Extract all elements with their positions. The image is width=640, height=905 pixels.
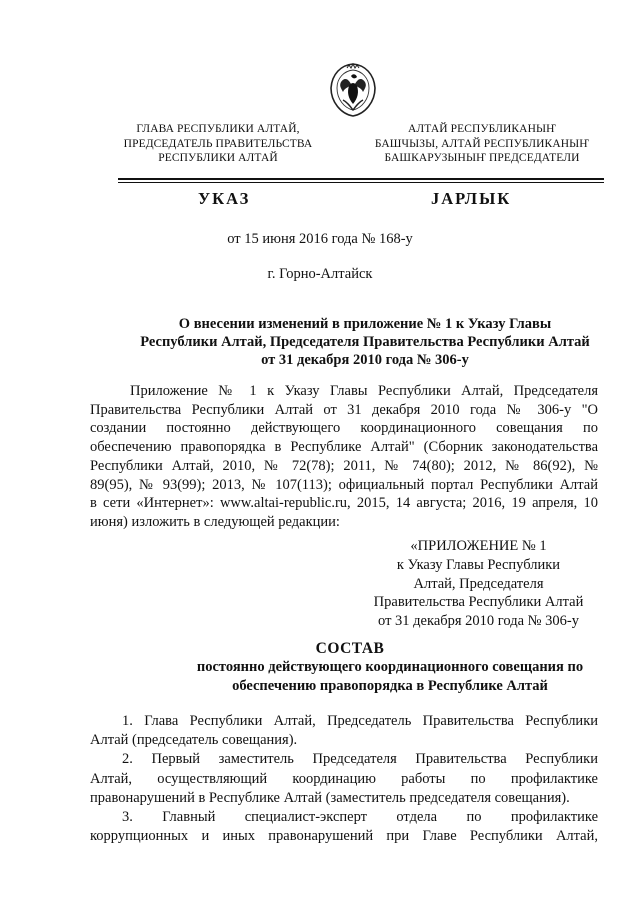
appendix-line: к Указу Главы Республики <box>396 556 561 573</box>
header-right-block <box>360 122 604 166</box>
body-line: июня) изложить в следующей редакции: <box>90 513 340 530</box>
appendix-line: от 31 декабря 2010 года № 306-у <box>378 613 579 630</box>
body-line: Правительства Республики Алтай от 31 декабря 2010 года № 306-у "О <box>90 401 598 418</box>
sostav-subheading-line: постоянно действующего координационного совещания по <box>196 659 584 675</box>
body-line: в сети «Интернет»: www.altai-republic.ru, 2015, 14 августа; 2016, 19 апреля, 10 <box>90 495 598 512</box>
body-line: обеспечению правопорядка в Республике Алтай" (Сборник законодательства <box>90 439 598 456</box>
sostav-subheading-line: обеспечению правопорядка в Республике Алтай <box>232 678 548 694</box>
list-item-line: Алтай (председатель совещания). <box>90 732 298 749</box>
appendix-line: Правительства Республики Алтай <box>373 594 584 611</box>
list-item-line: коррупционных и иных правонарушений при Главе Республики Алтай, <box>90 828 598 845</box>
body-line: Республики Алтай, 2010, № 72(78); 2011, № 74(80); 2012, № 86(92), № <box>90 457 598 474</box>
body-line: Приложение № 1 к Указу Главы Республики Алтай, Председателя <box>130 383 598 399</box>
body-paragraph <box>90 382 598 532</box>
coat-of-arms-icon <box>327 62 379 118</box>
decree-title-alt: JАРЛЫК <box>431 189 512 208</box>
title-line: О внесении изменений в приложение № 1 к Указу Главы <box>178 316 552 332</box>
header-left-line: РЕСПУБЛИКИ АЛТАЙ <box>158 152 278 164</box>
appendix-line: Алтай, Председателя <box>413 575 544 592</box>
sostav-subheading <box>90 658 640 696</box>
header-right-line: АЛТАЙ РЕСПУБЛИКАНЫҤ <box>408 123 556 135</box>
appendix-reference-block <box>356 537 601 631</box>
decree-date-number: от 15 июня 2016 года № 168-у <box>227 231 413 247</box>
list-item-line: Алтай, осуществляющий координацию работы по профилактике <box>90 770 598 787</box>
body-line: 89(95), № 93(99); 2013, № 107(113); официальный портал Республики Алтай <box>90 476 598 493</box>
list-item-line: 3. Главный специалист-эксперт отдела по профилактике <box>122 809 598 826</box>
header-divider-thick <box>118 178 604 180</box>
list-item-line: 2. Первый заместитель Председателя Правительства Республики <box>122 751 598 768</box>
header-divider-thin <box>118 182 604 183</box>
sostav-heading: СОСТАВ <box>315 640 385 657</box>
list-item-line: 1. Глава Республики Алтай, Председатель Правительства Республики <box>122 713 598 729</box>
header-left-block <box>118 122 318 166</box>
decree-title-ru: УКАЗ <box>198 189 251 208</box>
title-line: от 31 декабря 2010 года № 306-у <box>261 352 469 368</box>
body-line: создании постоянно действующего координационного совещания по <box>90 420 598 437</box>
header-left-line: ГЛАВА РЕСПУБЛИКИ АЛТАЙ, <box>136 123 300 135</box>
header-left-line: ПРЕДСЕДАТЕЛЬ ПРАВИТЕЛЬСТВА <box>123 137 313 150</box>
decree-subject-title <box>90 315 640 369</box>
header-right-line: БАШКАРУЗЫНЫҤ ПРЕДСЕДАТЕЛИ <box>384 152 580 164</box>
decree-city: г. Горно-Алтайск <box>267 266 373 282</box>
appendix-line: «ПРИЛОЖЕНИЕ № 1 <box>410 538 547 554</box>
members-list <box>90 712 598 846</box>
list-item-line: правонарушений в Республике Алтай (заместитель председателя совещания). <box>90 789 570 806</box>
title-line: Республики Алтай, Председателя Правительства Республики Алтай <box>140 334 590 350</box>
header-right-line: БАШЧЫЗЫ, АЛТАЙ РЕСПУБЛИКАНЫҤ <box>374 137 590 150</box>
